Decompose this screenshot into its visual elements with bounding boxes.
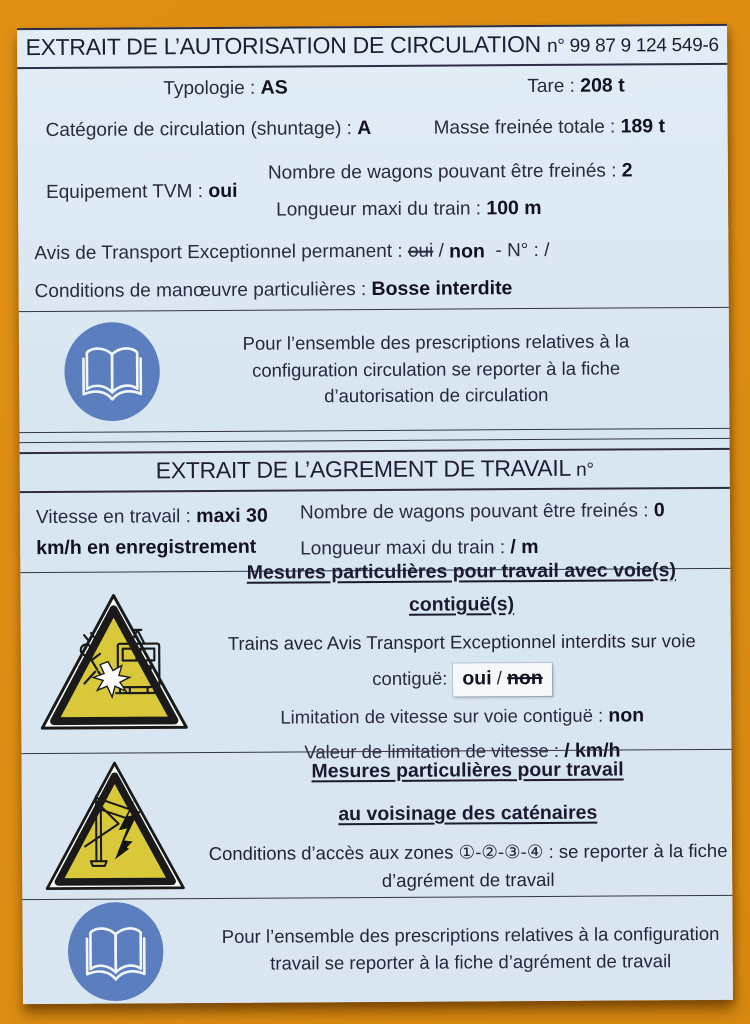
wagons-field xyxy=(268,159,633,184)
ate-line2 xyxy=(372,663,552,697)
train-collision-warning-icon xyxy=(34,589,193,738)
ate-line1: Trains avec Avis Transport Exceptionnel interdits sur voie xyxy=(227,629,696,654)
vitesse-field xyxy=(20,501,300,564)
avis-numero: - N° : / xyxy=(495,240,550,262)
circulation-title-number: n° 99 87 9 124 549-6 xyxy=(546,34,719,57)
typologie-field xyxy=(17,76,357,101)
electric-hazard-container xyxy=(21,756,208,897)
limitation-field xyxy=(280,701,644,732)
vitesse-value-line1: maxi 30 xyxy=(196,505,268,528)
longueur-field xyxy=(268,196,633,221)
ate-oui-value: oui xyxy=(462,666,492,690)
open-book-icon xyxy=(60,319,165,424)
ate-slash: / xyxy=(496,666,502,688)
vitesse-label: Vitesse en travail : xyxy=(35,506,191,529)
categorie-label: Catégorie de circulation (shuntage) : xyxy=(45,118,353,141)
circulation-title-strip xyxy=(17,24,727,69)
brake-length-fields xyxy=(268,159,633,221)
avis-label: Avis de Transport Exceptionnel permanent : xyxy=(34,240,403,265)
longueur-value: 100 m xyxy=(486,196,542,220)
open-book-icon xyxy=(63,899,168,1004)
categorie-value: A xyxy=(357,116,372,139)
wagons-label: Nombre de wagons pouvant être freinés : xyxy=(267,160,617,184)
valeur-value: / km/h xyxy=(564,739,621,762)
travail-title: EXTRAIT DE L’AGREMENT DE TRAVAIL xyxy=(155,455,571,484)
tare-value: 208 t xyxy=(580,74,625,98)
typologie-value: AS xyxy=(260,76,288,99)
tvm-wagons-row xyxy=(18,146,729,235)
voie-contigue-section xyxy=(20,558,731,763)
travail-longueur-label: Longueur maxi du train : xyxy=(300,537,506,560)
circulation-reference-row xyxy=(19,307,730,432)
conditions-value: Bosse interdite xyxy=(371,277,513,301)
vitesse-value-line2: km/h en enregistrement xyxy=(36,535,257,559)
book-icon-circle xyxy=(22,899,209,1004)
typologie-label: Typologie : xyxy=(163,78,256,100)
avis-non-value: non xyxy=(449,239,485,263)
circulation-title: EXTRAIT DE L’AUTORISATION DE CIRCULATION xyxy=(25,30,542,61)
tare-label: Tare : xyxy=(527,76,575,98)
masse-field xyxy=(418,115,666,140)
limitation-value: non xyxy=(608,704,645,727)
avis-slash: / xyxy=(438,240,444,262)
tvm-field xyxy=(18,180,268,205)
travail-note: Pour l’ensemble des prescriptions relatives à la configuration travail se reporter à la fiche d’agrément de travail xyxy=(221,923,720,974)
longueur-label: Longueur maxi du train : xyxy=(276,198,482,221)
typologie-tare-row xyxy=(17,65,727,111)
travail-brake-length-fields xyxy=(300,500,665,561)
tvm-value: oui xyxy=(208,180,238,203)
railway-authorization-placard xyxy=(17,24,733,1004)
travail-wagons-field xyxy=(300,500,665,525)
travail-reference-row xyxy=(22,896,733,1004)
travail-wagons-value: 0 xyxy=(653,499,665,522)
travail-title-strip xyxy=(20,448,730,493)
avis-transport-row xyxy=(18,231,728,273)
conditions-manoeuvre-row xyxy=(19,269,729,311)
catenaires-title-line2: au voisinage des caténaires xyxy=(338,801,598,826)
catenaires-title-line1: Mesures particulières pour travail xyxy=(311,758,624,783)
ate-prefix: contiguë: xyxy=(372,667,448,689)
circulation-note: Pour l’ensemble des prescriptions relatives à la configuration circulation se reporter à la fiche d’autorisation de circulation xyxy=(242,330,630,407)
catenaires-content xyxy=(207,753,742,896)
categorie-field xyxy=(18,117,418,142)
tvm-label: Equipement TVM : xyxy=(45,181,204,204)
ate-non-struck: non xyxy=(506,666,543,689)
wagons-value: 2 xyxy=(621,159,633,182)
oui-non-sticker xyxy=(453,663,552,697)
book-icon-circle xyxy=(19,319,206,424)
travail-longueur-value: / m xyxy=(510,536,539,559)
train-hazard-container xyxy=(20,588,207,737)
valeur-label: Valeur de limitation de vitesse : xyxy=(304,739,560,763)
masse-label: Masse freinée totale : xyxy=(433,116,616,139)
voie-contigue-title: Mesures particulières pour travail avec voie(s) contiguë(s) xyxy=(246,558,677,616)
limitation-label: Limitation de vitesse sur voie contiguë : xyxy=(280,704,604,728)
catenaires-conditions: Conditions d’accès aux zones ①-②-③-④ : se reporter à la fiche d’agrément de travail xyxy=(208,839,728,891)
travail-wagons-label: Nombre de wagons pouvant être freinés : xyxy=(299,500,649,524)
travail-title-suffix: n° xyxy=(576,459,594,481)
catenaires-section xyxy=(21,750,732,899)
avis-oui-struck: oui xyxy=(407,240,434,262)
masse-value: 189 t xyxy=(620,115,666,138)
categorie-masse-row xyxy=(18,106,728,150)
voie-contigue-content xyxy=(206,553,731,768)
conditions-label: Conditions de manœuvre particulières : xyxy=(34,278,367,302)
catenary-electric-warning-icon xyxy=(39,756,190,897)
tare-field xyxy=(357,75,624,100)
